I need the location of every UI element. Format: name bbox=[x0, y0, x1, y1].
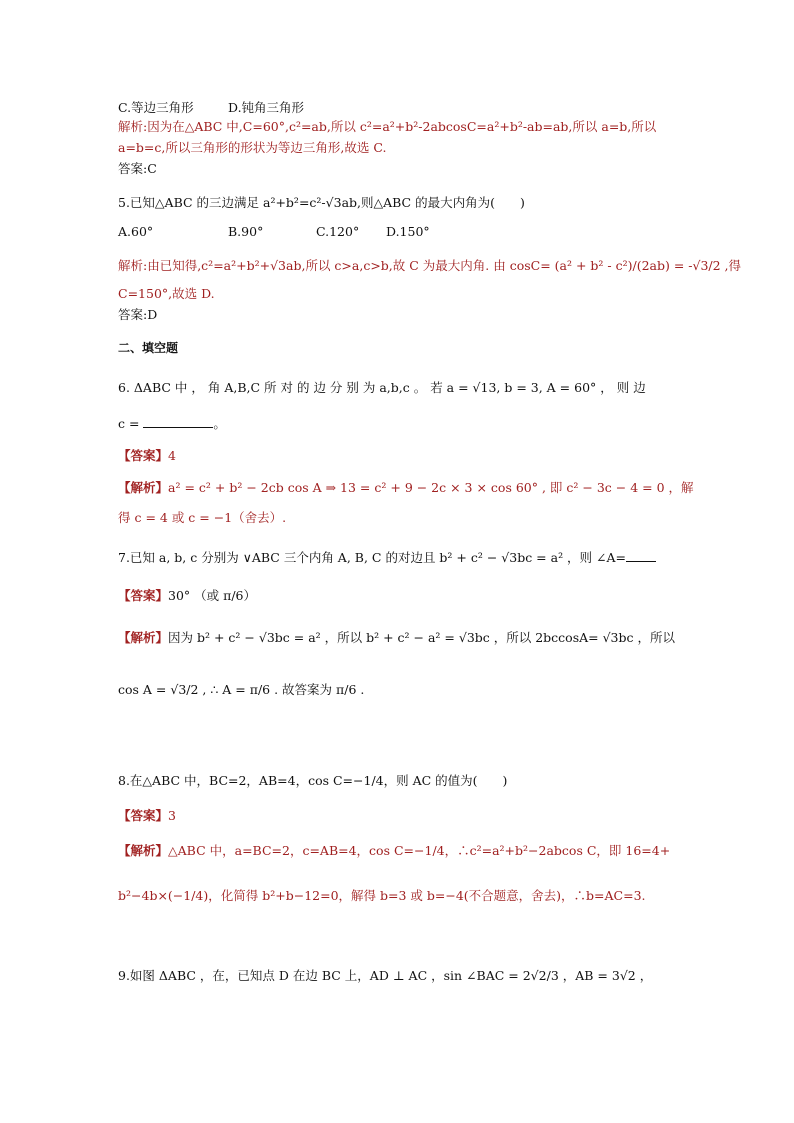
q6-solution-line1 bbox=[118, 480, 694, 496]
q5-option-c: C.120° bbox=[316, 224, 360, 239]
answer-blank bbox=[626, 549, 656, 562]
q4-solution-line1: 解析:因为在△ABC 中,C=60°,c²=ab,所以 c²=a²+b²-2abcosC=a²+b²-ab=ab,所以 a=b,所以 bbox=[118, 119, 657, 134]
answer-value: 4 bbox=[168, 448, 176, 463]
q5-option-d: D.150° bbox=[386, 224, 430, 239]
q5-option-a: A.60° bbox=[118, 224, 154, 239]
solution-label: 【解析】 bbox=[118, 480, 169, 495]
q7-solution-line1 bbox=[118, 630, 675, 646]
question-9: 9.如图 ΔABC ，在，已知点 D 在边 BC 上，AD ⊥ AC ，sin ∠BAC = 2√2/3 ，AB = 3√2 ， bbox=[118, 968, 653, 983]
q6-answer bbox=[118, 448, 176, 464]
answer-label: 【答案】 bbox=[118, 448, 169, 463]
question-7 bbox=[118, 549, 656, 566]
section-heading: 二、填空题 bbox=[118, 341, 179, 355]
q8-solution-line1 bbox=[118, 843, 670, 859]
answer-value: 3 bbox=[168, 808, 176, 823]
question-6-line1: 6. ΔABC 中 ， 角 A,B,C 所 对 的 边 分 别 为 a,b,c 。 若 a = √13, b = 3, A = 60° ， 则 边 bbox=[118, 380, 646, 395]
option-c: C.等边三角形 bbox=[118, 100, 194, 115]
question-5: 5.已知△ABC 的三边满足 a²+b²=c²-√3ab,则△ABC 的最大内角为( ) bbox=[118, 195, 525, 210]
solution-text: 因为 b² + c² − √3bc = a² ，所以 b² + c² − a² = √3bc ，所以 2bccosA= √3bc ，所以 bbox=[168, 630, 675, 645]
q7-answer bbox=[118, 588, 256, 604]
q8-solution-line2: b²−4b×(−1/4)，化简得 b²+b−12=0，解得 b=3 或 b=−4(不合题意，舍去)，∴b=AC=3. bbox=[118, 888, 646, 903]
q5-solution-line2: C=150°,故选 D. bbox=[118, 286, 215, 301]
option-d: D.钝角三角形 bbox=[228, 100, 305, 115]
q7-solution-line2: cos A = √3/2 , ∴ A = π/6 . 故答案为 π/6 . bbox=[118, 682, 365, 697]
solution-label: 【解析】 bbox=[118, 843, 169, 858]
answer-label: 【答案】 bbox=[118, 588, 169, 603]
q5-answer: 答案:D bbox=[118, 307, 158, 322]
answer-value: 30° （或 π/6） bbox=[168, 588, 256, 603]
question-8: 8.在△ABC 中，BC=2，AB=4，cos C=−1/4，则 AC 的值为( ) bbox=[118, 773, 508, 788]
q5-solution-line1: 解析:由已知得,c²=a²+b²+√3ab,所以 c>a,c>b,故 C 为最大内角. 由 cosC= (a² + b² - c²)/(2ab) = -√3/2 ,得 bbox=[118, 258, 742, 273]
q5-option-b: B.90° bbox=[228, 224, 264, 239]
q4-answer: 答案:C bbox=[118, 161, 157, 176]
q6-c-label: c = bbox=[118, 416, 144, 431]
q4-solution-line2: a=b=c,所以三角形的形状为等边三角形,故选 C. bbox=[118, 140, 387, 155]
q8-answer bbox=[118, 808, 176, 824]
solution-text: a² = c² + b² − 2cb cos A ⇒ 13 = c² + 9 − 2c × 3 × cos 60° , 即 c² − 3c − 4 = 0 ，解 bbox=[168, 480, 694, 495]
q6-period: 。 bbox=[213, 416, 226, 431]
q6-solution-line2: 得 c = 4 或 c = −1（舍去）. bbox=[118, 510, 287, 525]
q7-text: 7.已知 a, b, c 分别为 ∨ABC 三个内角 A, B, C 的对边且 b² + c² − √3bc = a² ，则 ∠A= bbox=[118, 550, 627, 565]
answer-label: 【答案】 bbox=[118, 808, 169, 823]
answer-blank bbox=[143, 415, 213, 428]
solution-text: △ABC 中，a=BC=2，c=AB=4，cos C=−1/4，∴c²=a²+b²−2abcos C，即 16=4+ bbox=[168, 843, 671, 858]
solution-label: 【解析】 bbox=[118, 630, 169, 645]
question-6-line2 bbox=[118, 415, 226, 432]
